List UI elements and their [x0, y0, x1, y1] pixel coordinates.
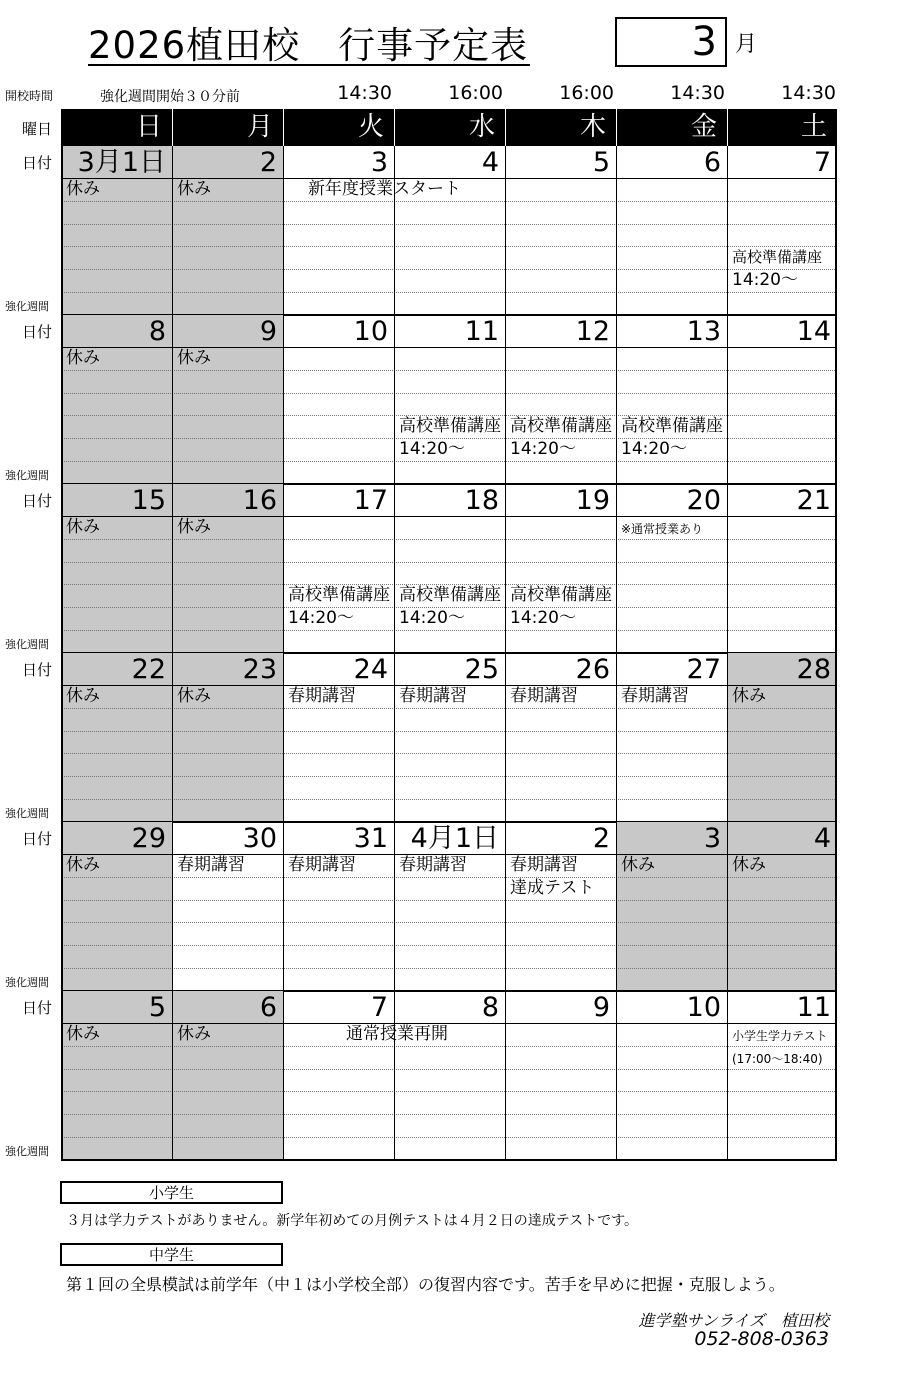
- date-number: 12: [575, 316, 610, 347]
- date-number: 3: [370, 147, 388, 178]
- date-number: 7: [370, 992, 388, 1023]
- ruled-line: [61, 776, 837, 777]
- ruled-line: [61, 370, 837, 371]
- weekday-header-5: 金: [690, 112, 717, 142]
- weekday-header-row: [61, 109, 837, 146]
- ruled-line: [61, 461, 837, 462]
- date-number: 10: [353, 316, 388, 347]
- event-note: 春期講習: [177, 855, 245, 875]
- weekday-separator: [505, 109, 506, 146]
- date-row-label: 日付: [22, 999, 53, 1017]
- date-number: 2: [592, 823, 610, 854]
- event-note: 休み: [177, 686, 211, 706]
- weekday-header-6: 土: [800, 112, 827, 142]
- ruled-line: [61, 393, 837, 394]
- ruled-line: [61, 292, 837, 293]
- weekday-header-2: 火: [357, 112, 384, 142]
- weekday-separator: [394, 109, 395, 146]
- ruled-line: [61, 269, 837, 270]
- ruled-line: [61, 201, 837, 202]
- event-note: 春期講習: [288, 686, 356, 706]
- date-row-label: 日付: [22, 661, 53, 679]
- date-number: 22: [131, 654, 166, 685]
- event-note: 春期講習: [510, 855, 578, 875]
- event-note: 休み: [66, 686, 100, 706]
- strength-week-opening-note: 強化週間開始３０分前: [100, 89, 240, 105]
- event-note: 春期講習: [621, 686, 689, 706]
- ruled-line: [61, 753, 837, 754]
- date-number: 18: [464, 485, 499, 516]
- date-number: 11: [464, 316, 499, 347]
- event-note: 達成テスト: [510, 877, 595, 898]
- ruled-line: [61, 246, 837, 247]
- ruled-line: [61, 731, 837, 732]
- opening-time-col-5: 14:30: [670, 82, 725, 104]
- event-note: 休み: [177, 348, 211, 368]
- ruled-line: [61, 630, 837, 631]
- event-note: 休み: [177, 517, 211, 537]
- column-border: [283, 146, 284, 1160]
- footer-phone: 052-808-0363: [694, 1328, 829, 1350]
- ruled-line: [61, 562, 837, 563]
- weekday-header-0: 日: [135, 112, 162, 142]
- date-number: 16: [242, 485, 277, 516]
- strength-week-label: 強化週間: [5, 300, 49, 313]
- weekday-separator: [283, 109, 284, 146]
- event-note: 14:20～: [732, 270, 798, 291]
- date-number: 19: [575, 485, 610, 516]
- date-number: 28: [796, 654, 831, 685]
- date-number: 9: [592, 992, 610, 1023]
- event-note: 高校準備講座: [732, 248, 823, 267]
- column-border: [727, 146, 728, 1160]
- ruled-line: [61, 922, 837, 923]
- event-note: 休み: [66, 179, 100, 199]
- date-number: 25: [464, 654, 499, 685]
- date-number: 30: [242, 823, 277, 854]
- ruled-line: [61, 968, 837, 969]
- section-note-text: 第１回の全県模試は前学年（中１は小学校全部）の復習内容です。苦手を早めに把握・克服しよう。: [66, 1275, 785, 1294]
- event-note: ※通常授業あり: [621, 522, 704, 536]
- date-number: 7: [813, 147, 831, 178]
- column-border: [616, 146, 617, 1160]
- date-number: 10: [686, 992, 721, 1023]
- outer-left-border: [61, 109, 63, 1160]
- event-note: 新年度授業スタート: [308, 179, 461, 199]
- weekday-header-3: 水: [468, 112, 495, 142]
- strength-week-label: 強化週間: [5, 638, 49, 651]
- ruled-line: [61, 900, 837, 901]
- ruled-line: [61, 1069, 837, 1070]
- date-number: 15: [131, 485, 166, 516]
- date-number: 6: [259, 992, 277, 1023]
- weekday-header-4: 木: [579, 112, 606, 142]
- date-number: 4: [813, 823, 831, 854]
- weekday-separator: [616, 109, 617, 146]
- date-number: 8: [148, 316, 166, 347]
- date-number: 8: [481, 992, 499, 1023]
- section-label-box: 中学生: [60, 1243, 283, 1266]
- date-number: 31: [353, 823, 388, 854]
- ruled-line: [61, 1114, 837, 1115]
- event-note: 高校準備講座: [288, 585, 390, 606]
- event-note: 休み: [177, 1024, 211, 1044]
- event-note: 春期講習: [399, 855, 467, 875]
- weekday-separator: [172, 109, 173, 146]
- event-note: 休み: [66, 1024, 100, 1044]
- column-border: [505, 146, 506, 1160]
- date-number: 14: [796, 316, 831, 347]
- event-note: 休み: [732, 686, 766, 706]
- event-note: 休み: [66, 348, 100, 368]
- date-number: 5: [148, 992, 166, 1023]
- event-note: 休み: [177, 179, 211, 199]
- strength-week-label: 強化週間: [5, 807, 49, 820]
- date-row-label: 日付: [22, 154, 53, 172]
- opening-time-col-4: 16:00: [559, 82, 614, 104]
- date-number: 17: [353, 485, 388, 516]
- section-note-text: ３月は学力テストがありません。新学年初めての月例テストは４月２日の達成テストです。: [66, 1213, 639, 1229]
- weekday-header-1: 月: [246, 112, 273, 142]
- date-number: 2: [259, 147, 277, 178]
- event-note: 休み: [621, 855, 655, 875]
- event-note: 休み: [66, 517, 100, 537]
- event-note: 春期講習: [288, 855, 356, 875]
- page-title: 2026植田校 行事予定表: [88, 24, 529, 67]
- event-note: 春期講習: [510, 686, 578, 706]
- event-note: 14:20～: [399, 608, 465, 629]
- strength-week-label: 強化週間: [5, 976, 49, 989]
- date-number: 13: [686, 316, 721, 347]
- weekday-row-label: 曜日: [22, 120, 53, 138]
- date-number: 6: [703, 147, 721, 178]
- date-row-label: 日付: [22, 323, 53, 341]
- date-number: 9: [259, 316, 277, 347]
- opening-time-col-6: 14:30: [781, 82, 836, 104]
- event-note: 14:20～: [288, 608, 354, 629]
- date-number: 11: [796, 992, 831, 1023]
- ruled-line: [61, 1091, 837, 1092]
- date-number: 26: [575, 654, 610, 685]
- date-row-label: 日付: [22, 830, 53, 848]
- date-row-label: 日付: [22, 492, 53, 510]
- weekday-separator: [727, 109, 728, 146]
- event-note: 高校準備講座: [510, 416, 612, 437]
- date-number: 3: [703, 823, 721, 854]
- event-note: (17:00～18:40): [732, 1051, 823, 1066]
- strength-week-label: 強化週間: [5, 469, 49, 482]
- opening-time-col-2: 14:30: [337, 82, 392, 104]
- date-number: 27: [686, 654, 721, 685]
- date-number: 20: [686, 485, 721, 516]
- event-note: 14:20～: [510, 608, 576, 629]
- date-number: 29: [131, 823, 166, 854]
- opening-time-col-3: 16:00: [448, 82, 503, 104]
- ruled-line: [61, 539, 837, 540]
- outer-right-border: [835, 109, 837, 1160]
- date-number: 21: [796, 485, 831, 516]
- ruled-line: [61, 877, 837, 878]
- month-suffix: 月: [735, 32, 758, 57]
- week-border: [61, 1159, 837, 1161]
- event-note: 小学生学力テスト: [732, 1029, 828, 1043]
- date-number: 4月1日: [410, 823, 499, 854]
- event-note: 高校準備講座: [399, 416, 501, 437]
- opening-hours-label: 開校時間: [5, 89, 54, 103]
- ruled-line: [61, 1046, 837, 1047]
- calendar-grid: [61, 109, 837, 1160]
- column-border: [172, 146, 173, 1160]
- event-note: 14:20～: [510, 439, 576, 460]
- date-number: 23: [242, 654, 277, 685]
- date-number: 5: [592, 147, 610, 178]
- month-box: 3: [615, 17, 727, 67]
- event-note: 春期講習: [399, 686, 467, 706]
- event-note: 高校準備講座: [399, 585, 501, 606]
- strength-week-label: 強化週間: [5, 1145, 49, 1158]
- event-note: 休み: [732, 855, 766, 875]
- ruled-line: [61, 1137, 837, 1138]
- event-note: 高校準備講座: [510, 585, 612, 606]
- ruled-line: [61, 945, 837, 946]
- event-note: 14:20～: [621, 439, 687, 460]
- event-note: 通常授業再開: [346, 1024, 448, 1044]
- ruled-line: [61, 224, 837, 225]
- title-underline: [88, 64, 530, 66]
- footer-school-name: 進学塾サンライズ 植田校: [638, 1311, 829, 1330]
- section-label-box: 小学生: [60, 1181, 283, 1204]
- event-note: 高校準備講座: [621, 416, 723, 437]
- date-number: 4: [481, 147, 499, 178]
- ruled-line: [61, 799, 837, 800]
- date-number: 3月1日: [77, 147, 166, 178]
- ruled-line: [61, 708, 837, 709]
- event-note: 14:20～: [399, 439, 465, 460]
- column-border: [394, 146, 395, 1160]
- event-note: 休み: [66, 855, 100, 875]
- date-number: 24: [353, 654, 388, 685]
